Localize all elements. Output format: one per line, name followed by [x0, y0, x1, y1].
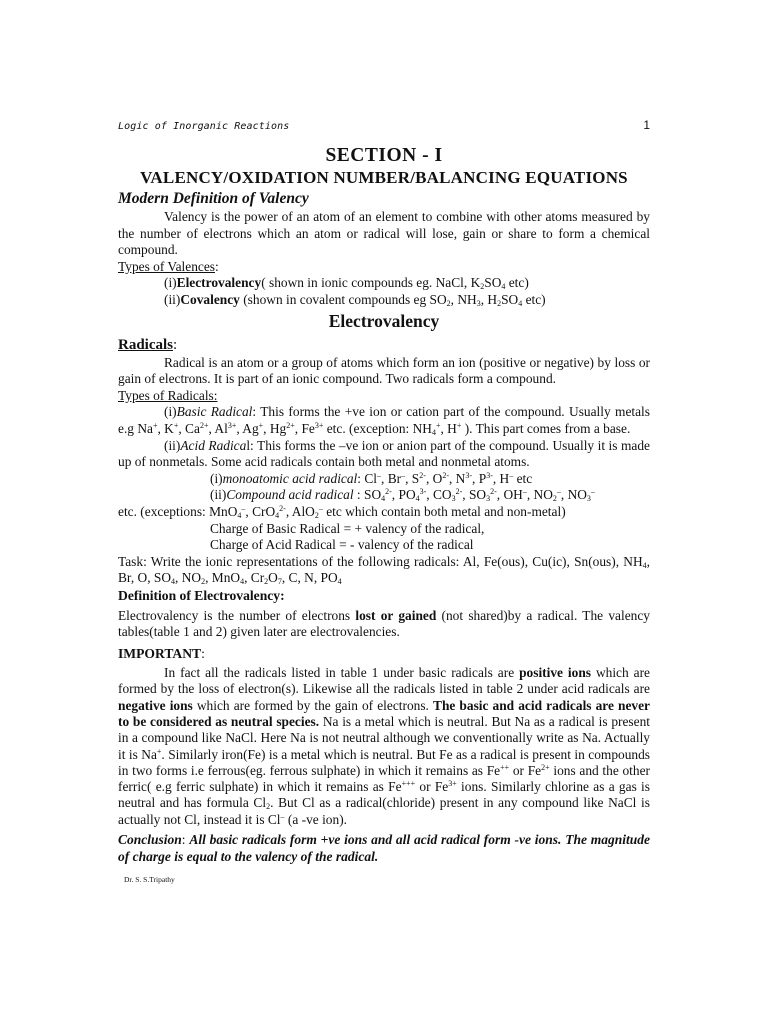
page-number: 1 — [643, 118, 650, 132]
acid-radical-paragraph — [118, 438, 650, 471]
running-header — [118, 117, 650, 133]
valence-2-text: (shown in covalent compounds eg $SO_2$, $NH_3$, $H_2SO_4$ etc) — [239, 291, 546, 308]
heading-modern-definition: Modern Definition of Valency — [118, 190, 309, 207]
charge-acid-radical: Charge of Acid Radical = - valency of the radical — [210, 537, 474, 553]
important-paragraph: In fact all the radicals listed in table 1 under basic radicals are positive ions which are formed by the loss of electron(s). Likewise all the radicals listed in table 2 under acid radicals are negative ions which are formed by the gain of electrons. The basic and acid radicals are never to be considered as neutral species. Na is a metal which is neutral. But Na as a radical is present in a compound like NaCl. Here Na is not neutral although we conventionally write as Na. Actually it is Na+. Similarly iron(Fe) is a metal which is neutral. But Fe as a radical is present in compounds in two forms i.e ferrous(eg. ferrous sulphate) in which it remains as Fe++ or $Fe^{2+}$ ions and the other ferric( e.g ferric sulphate) in which it remains as Fe+++ or $Fe^{3+}$ ions. Similarly chlorine as a gas is neutral and has formula $Cl_2$. But Cl as a radical(chloride) present in any compound like NaCl is actually not Cl, instead it is Cl– (a -ve ion). — [118, 665, 651, 827]
monoatomic-text: : Cl–, Br–, $S^{2-}$, $O^{2-}$, $N^{3-}$, $P^{3-}$, H– etc — [357, 470, 533, 486]
valence-2-term: Covalency — [180, 291, 240, 307]
footer-author: Dr. S. S.Tripathy — [124, 875, 175, 884]
acid-radical-text: l: This forms the –ve ion or anion part of the compound. Usually it is made up of nonmetals. Some acid radicals contain both metal and nonmetal atoms. — [118, 437, 650, 470]
radicals-definition: Radical is an atom or a group of atoms which form an ion (positive or negative) by loss or gain of electrons. It is part of an ionic compound. Two radicals form a compound. — [118, 354, 650, 387]
valency-definition: Valency is the power of an atom of an element to combine with other atoms measured by the number of electrons which an atom or radical will lose, gain or share to form a chemical compound. — [118, 209, 650, 258]
basic-radical-text: : This forms the +ve ion or cation part of the compound. Usually metals e.g Na+, K+, $Ca^{2+}$, $Al^{3+}$, Ag+, $Hg^{2+}$, $Fe^{3+}$ etc. (exception: $NH_4^+$, H+ ). This part comes from a base. — [118, 404, 650, 437]
running-title: Logic of Inorganic Reactions — [118, 121, 290, 132]
heading-radicals: Radicals: — [118, 336, 178, 353]
conclusion-label: Conclusion — [118, 832, 182, 848]
types-of-radicals-label: Types of Radicals: — [118, 387, 218, 403]
compound-acid-radical — [118, 487, 650, 504]
compound-prefix: (ii) — [210, 487, 227, 503]
types-of-valences: Types of Valences: — [118, 258, 219, 274]
section-title: SECTION - I — [325, 145, 443, 166]
types-of-radicals — [118, 388, 650, 405]
exceptions-line: etc. (exceptions: MnO$_4$–, CrO$_4^{2-}$, AlO$_2$– etc which contain both metal and non-metal) — [118, 503, 566, 520]
basic-radical-paragraph — [118, 404, 650, 437]
radicals-label: Radicals — [118, 336, 174, 353]
acid-radical-term: Acid Radica — [180, 437, 247, 453]
valence-2-prefix: (ii) — [164, 291, 181, 307]
types-of-valences-label: Types of Valences — [118, 258, 215, 274]
valence-1-term: Electrovalency — [176, 275, 262, 291]
electrovalency-definition: Electrovalency is the number of electrons lost or gained (not shared)by a radical. The valency tables(table 1 and 2) given later are electrovalencies. — [118, 607, 650, 640]
charge-basic-radical: Charge of Basic Radical = + valency of the radical, — [210, 520, 485, 536]
monoatomic-prefix: (i) — [210, 470, 223, 486]
heading-important: IMPORTANT: — [118, 646, 205, 662]
monoatomic-term: monoatomic acid radical — [222, 470, 358, 486]
basic-radical-term: Basic Radical — [176, 404, 253, 420]
basic-radical-prefix: (i) — [164, 404, 177, 420]
valence-1-text: ( shown in ionic compounds eg. NaCl, $K_2SO_4$ etc) — [261, 275, 529, 292]
conclusion-paragraph: Conclusion: All basic radicals form +ve ions and all acid radical form -ve ions. The magnitude of charge is equal to the valency of the radical. — [118, 832, 650, 865]
valence-electrovalency — [118, 275, 650, 292]
important-label: IMPORTANT — [118, 646, 202, 662]
valence-covalency — [118, 292, 650, 309]
acid-radical-prefix: (ii) — [164, 437, 181, 453]
compound-term: Compound acid radical — [226, 487, 354, 503]
compound-text: : $SO_4^{2-}$, $PO_4^{3-}$, $CO_3^{2-}$, $SO_3^{2-}$, OH–, $NO_2^-$, $NO_3^-$ — [353, 487, 595, 504]
monoatomic-acid-radical — [118, 471, 650, 488]
valence-1-prefix: (i) — [164, 275, 177, 291]
heading-definition-electrovalency: Definition of Electrovalency: — [118, 587, 285, 603]
page-content — [118, 145, 650, 865]
section-subtitle: VALENCY/OXIDATION NUMBER/BALANCING EQUATIONS — [140, 168, 628, 187]
conclusion-text: All basic radicals form +ve ions and all acid radical form -ve ions. The magnitude of charge is equal to the valency of the radical. — [118, 832, 650, 865]
task-paragraph: Task: Write the ionic representations of the following radicals: Al, Fe(ous), Cu(ic), Sn(ous), $NH_4$, Br, O, $SO_4$, $NO_2$, MnO$_4$, $Cr_2O_7$, C, N, $PO_4$ — [118, 553, 650, 587]
heading-electrovalency: Electrovalency — [328, 310, 440, 331]
